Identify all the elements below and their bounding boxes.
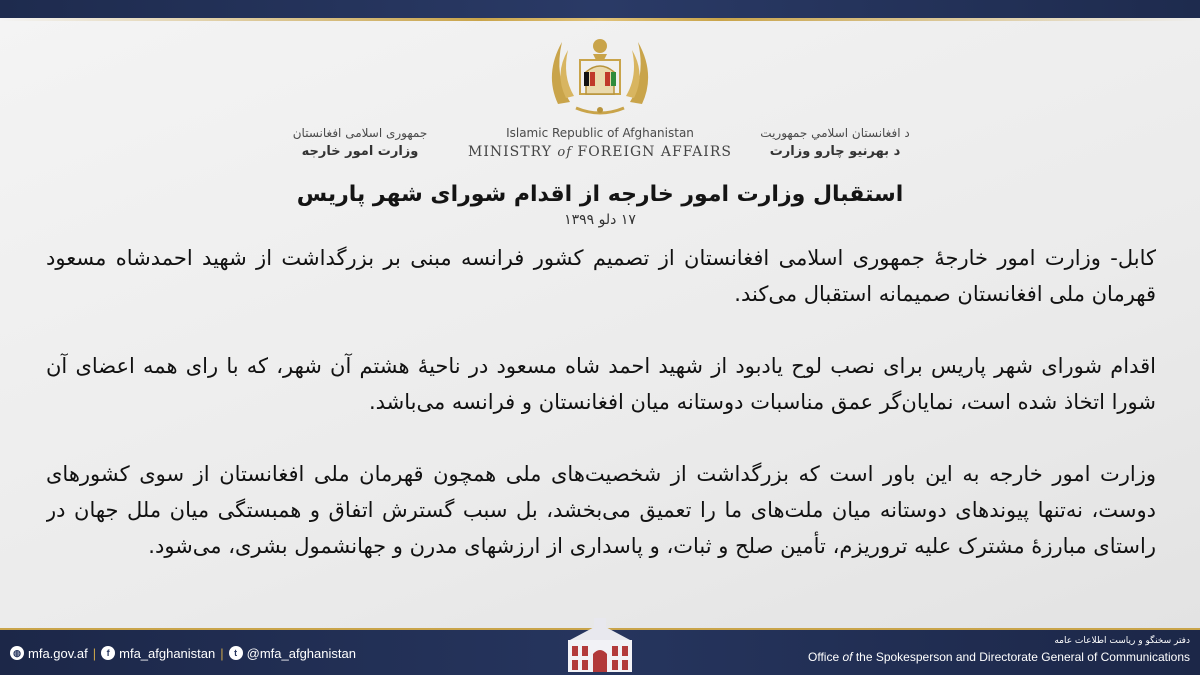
facebook-link[interactable]: mfa_afghanistan	[119, 645, 216, 661]
header-pashto-republic: د افغانستان اسلامي جمهوریت	[760, 126, 910, 140]
office-credit-dari: دفتر سخنگو و ریاست اطلاعات عامه	[1054, 636, 1190, 646]
header-dari	[270, 124, 450, 162]
header-english	[455, 124, 745, 163]
header-dari-republic: جمهوری اسلامی افغانستان	[292, 126, 428, 140]
palace-building-icon	[560, 616, 640, 674]
facebook-icon: f	[101, 646, 115, 660]
footer-bar	[0, 628, 1200, 675]
paragraph-2: اقدام شورای شهر پاریس برای نصب لوح یادبود از شهید احمد شاه مسعود در ناحیهٔ هشتم آن شهر، که با رای همه اعضای آن شورا اتخاذ شده است، نمایان‌گر عمق مناسبات دوستانه میان افغانستان و فرانسه می‌باشد.	[46, 354, 1156, 414]
header-pashto	[740, 124, 930, 162]
paragraph-1: کابل- وزارت امور خارجهٔ جمهوری اسلامی افغانستان از تصمیم کشور فرانسه مبنی بر بزرگداشت از شهید احمدشاه مسعود قهرمان ملی افغانستان صمیمانه استقبال می‌کند.	[46, 246, 1156, 306]
twitter-icon: t	[229, 646, 243, 660]
divider: |	[220, 645, 224, 661]
twitter-link[interactable]: @mfa_afghanistan	[246, 645, 356, 661]
divider: |	[92, 645, 97, 661]
paragraph-3: وزارت امور خارجه به این باور است که بزرگداشت از شخصیت‌های ملی همچون قهرمان ملی افغانستان از سوی کشورهای دوست، نه‌تنها پیوندهای دوستانه میان ملت‌های ما را تعمیق می‌بخشد، بل سبب گسترش اتفاق و همبستگی میان ملل جهان در راستای مبارزهٔ مشترک علیه تروریزم، تأمین صلح و ثبات، و پاسداری از ارزشهای مدرن و جهانشمول بشری، می‌شود.	[46, 462, 1156, 558]
press-release-date: ۱۷ دلو ۱۳۹۹	[564, 212, 636, 228]
office-credit-english: Office of the Spokesperson and Directorate General of Communications	[808, 650, 1190, 664]
press-release-title: استقبال وزارت امور خارجه از اقدام شورای شهر پاریس	[296, 182, 904, 207]
afghanistan-emblem-icon	[540, 24, 660, 124]
social-links	[10, 642, 356, 664]
website-link[interactable]: mfa.gov.af	[28, 645, 88, 661]
office-credit	[808, 634, 1190, 666]
header-pashto-ministry: د بهرنیو چارو وزارت	[769, 144, 901, 159]
press-release-body	[46, 240, 1156, 620]
header-dari-ministry: وزارت امور خارجه	[301, 144, 419, 159]
top-banner	[0, 0, 1200, 18]
header-english-republic: Islamic Republic of Afghanistan	[506, 126, 694, 140]
globe-icon: ◍	[10, 646, 24, 660]
header-english-ministry: MINISTRY of FOREIGN AFFAIRS	[468, 144, 732, 160]
